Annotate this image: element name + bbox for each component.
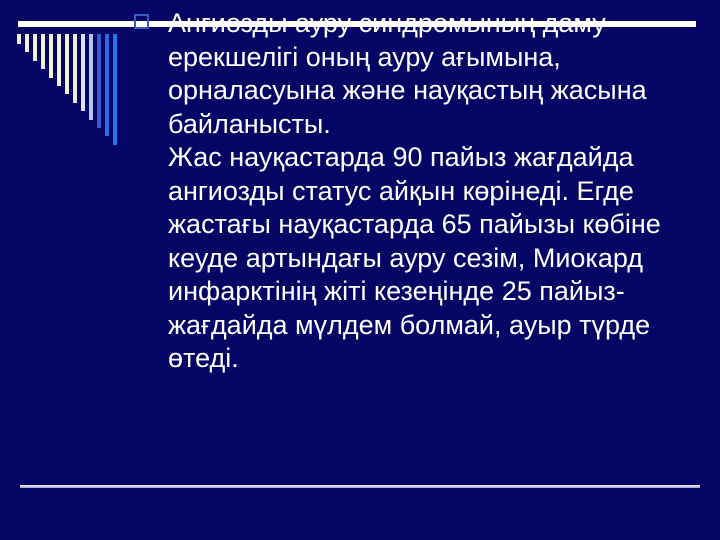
bullet-text-line: Жас науқастарда 90 пайыз жағдайда	[168, 142, 634, 172]
bullet-text-line: Ангиозды ауру синдромының даму	[168, 8, 606, 38]
square-bullet-icon	[134, 14, 149, 29]
corner-bar	[97, 34, 101, 128]
corner-bar	[49, 34, 53, 78]
corner-bar	[81, 34, 85, 111]
corner-bar	[89, 34, 93, 120]
corner-bar	[17, 34, 21, 44]
bullet-text-line: кеуде артындағы ауру сезім, Миокард	[168, 242, 644, 273]
corner-bar	[105, 34, 109, 136]
corner-bar	[73, 34, 77, 103]
bullet-text-line: орналасуына және науқастың жасына	[168, 75, 647, 105]
bottom-divider-line	[20, 485, 700, 488]
bullet-text-line: байланысты.	[168, 108, 331, 139]
bullet-text-line: жастағы науқастарда 65 пайызы көбіне	[168, 209, 661, 239]
corner-bar	[41, 34, 45, 69]
corner-bar	[57, 34, 61, 86]
bullet-text-line: ерекшелігі оның ауру ағымына,	[168, 41, 561, 72]
bullet-text-line: ангиозды статус айқын көрінеді. Егде	[168, 175, 634, 206]
corner-bar	[25, 34, 29, 52]
corner-bar	[33, 34, 37, 61]
corner-bar	[113, 34, 117, 145]
bullet-text-line: жағдайда мүлдем болмай, ауыр түрде	[168, 309, 651, 340]
corner-bar	[65, 34, 69, 94]
bullet-text	[168, 7, 706, 376]
bullet-text-line: инфарктінің жіті кезеңінде 25 пайыз-	[168, 276, 625, 306]
bullet-text-line: өтеді.	[168, 343, 239, 373]
